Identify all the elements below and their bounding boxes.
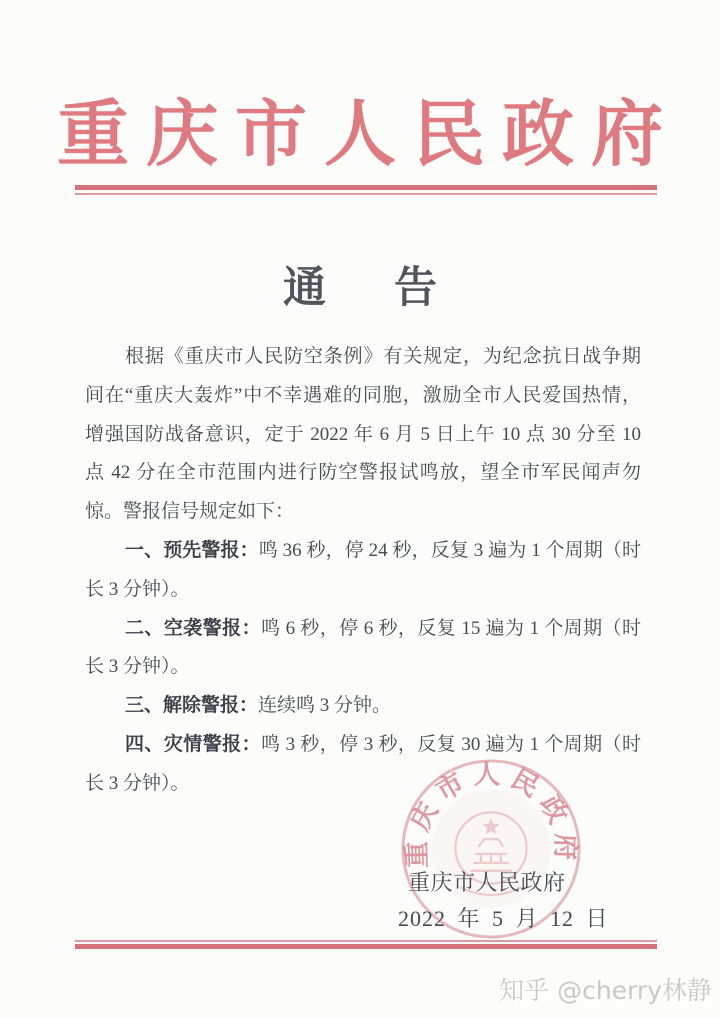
alert-item-label: 一、预先警报： <box>125 539 259 561</box>
alert-item-line: 长 3 分钟）。 <box>85 772 190 794</box>
alert-item-line: 长 3 分钟）。 <box>85 578 190 600</box>
alert-item-line <box>85 610 641 649</box>
notice-title: 通告 <box>283 265 505 312</box>
alert-item-line: 长 3 分钟）。 <box>85 656 190 678</box>
alert-item-label: 四、灾情警报： <box>125 733 262 755</box>
intro-line: 惊。警报信号规定如下： <box>85 501 295 523</box>
footer-rule-thin <box>75 940 657 942</box>
zhihu-watermark: 知乎 @cherry林静 <box>499 976 712 1005</box>
alert-item-text: 连续鸣 3 分钟。 <box>258 695 392 717</box>
intro-line: 根据《重庆市人民防空条例》有关规定，为纪念抗日战争期 <box>125 346 641 367</box>
intro-line: 增强国防战备意识，定于 2022 年 6 月 5 日上午 10 点 30 分至 10 <box>85 423 641 445</box>
letterhead-rule-thin <box>75 193 657 195</box>
alert-item-text: 鸣 6 秒，停 6 秒，反复 15 遍为 1 个周期（时 <box>261 617 641 639</box>
signature-date: 2022 年 5 月 12 日 <box>398 906 609 931</box>
letterhead-title: 重庆市人民政府 <box>56 95 680 175</box>
seal-ring-text: 重庆市人民政府 <box>401 759 581 869</box>
intro-line: 间在“重庆大轰炸”中不幸遇难的同胞，激励全市人民爱国热情， <box>85 384 641 406</box>
alert-item-line <box>85 687 641 726</box>
alert-item-text: 鸣 36 秒，停 24 秒，反复 3 遍为 1 个周期（时 <box>258 539 641 561</box>
footer-rule-thick <box>75 944 657 949</box>
alert-item-text: 鸣 3 秒，停 3 秒，反复 30 遍为 1 个周期（时 <box>261 733 641 755</box>
letterhead-rule-thick <box>75 185 657 190</box>
alert-item-label: 三、解除警报： <box>125 695 259 717</box>
alert-item-label: 二、空袭警报： <box>125 617 262 639</box>
intro-line: 点 42 分在全市范围内进行防空警报试鸣放，望全市军民闻声勿 <box>85 462 641 484</box>
signature-org: 重庆市人民政府 <box>408 870 566 895</box>
notice-body <box>85 338 641 804</box>
alert-item-line <box>85 532 641 571</box>
